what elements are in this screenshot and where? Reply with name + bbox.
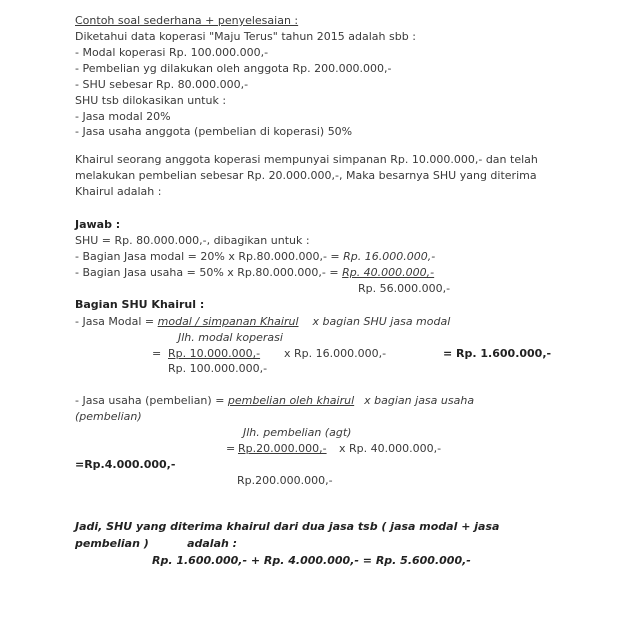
conclusion-line: pembelian ) adalah : — [75, 537, 238, 550]
usaha-value: Rp. 40.000.000,- — [342, 266, 435, 279]
allocation-intro: SHU tsb dilokasikan untuk : — [75, 94, 227, 107]
usaha-line — [75, 266, 434, 280]
problem-item: - Pembelian yg dilakukan oleh anggota Rp. 200.000.000,- — [75, 62, 392, 75]
conclusion-line: Jadi, SHU yang diterima khairul dari dua jasa tsb ( jasa modal + jasa — [75, 520, 500, 533]
total-value: Rp. 56.000.000,- — [358, 282, 451, 295]
ju-suffix2: (pembelian) — [75, 410, 142, 423]
problem-intro: Diketahui data koperasi "Maju Terus" tahun 2015 adalah sbb : — [75, 30, 416, 43]
usaha-formula: - Bagian Jasa usaha = 50% x Rp.80.000.000,- = — [75, 266, 343, 279]
question-line: Khairul seorang anggota koperasi mempunyai simpanan Rp. 10.000.000,- dan telah — [75, 153, 538, 166]
khairul-heading: Bagian SHU Khairul : — [75, 298, 205, 311]
jm-prefix: - Jasa Modal = — [75, 315, 158, 328]
ju-numerator: pembelian oleh khairul — [227, 394, 355, 407]
problem-item: - SHU sebesar Rp. 80.000.000,- — [75, 78, 249, 91]
shu-line: SHU = Rp. 80.000.000,-, dibagikan untuk : — [75, 234, 310, 247]
allocation-item: - Jasa modal 20% — [75, 110, 171, 123]
jm-suffix: x bagian SHU jasa modal — [312, 315, 451, 328]
modal-formula: - Bagian Jasa modal = 20% x Rp.80.000.000,- = — [75, 250, 344, 263]
jm-num-value: Rp. 10.000.000,- — [168, 347, 261, 360]
jasa-modal-formula — [75, 315, 450, 329]
modal-value: Rp. 16.000.000,- — [343, 250, 436, 263]
answer-heading: Jawab : — [75, 218, 121, 231]
ju-denominator: Jlh. pembelian (agt) — [243, 426, 352, 439]
ju-times: x Rp. 40.000.000,- — [339, 442, 442, 455]
question-line: Khairul adalah : — [75, 185, 162, 198]
jm-result: = Rp. 1.600.000,- — [443, 347, 552, 360]
jm-denominator: Jlh. modal koperasi — [178, 331, 283, 344]
ju-prefix: - Jasa usaha (pembelian) = — [75, 394, 228, 407]
ju-result: =Rp.4.000.000,- — [75, 458, 176, 471]
jm-eq: = — [152, 347, 162, 360]
jasa-usaha-formula — [75, 394, 474, 408]
problem-item: - Modal koperasi Rp. 100.000.000,- — [75, 46, 269, 59]
jm-numerator: modal / simpanan Khairul — [157, 315, 299, 328]
modal-line — [75, 250, 435, 264]
jm-times: x Rp. 16.000.000,- — [284, 347, 387, 360]
jm-den-value: Rp. 100.000.000,- — [168, 362, 268, 375]
question-line: melakukan pembelian sebesar Rp. 20.000.000,-, Maka besarnya SHU yang diterima — [75, 169, 537, 182]
allocation-item: - Jasa usaha anggota (pembelian di koperasi) 50% — [75, 125, 353, 138]
ju-eq: = — [226, 442, 236, 455]
ju-num-value: Rp.20.000.000,- — [238, 442, 327, 455]
title: Contoh soal sederhana + penyelesaian : — [75, 14, 299, 27]
final-result: Rp. 1.600.000,- + Rp. 4.000.000,- = Rp. 5.600.000,- — [152, 554, 471, 567]
ju-suffix: x bagian jasa usaha — [364, 394, 475, 407]
ju-den-value: Rp.200.000.000,- — [237, 474, 333, 487]
